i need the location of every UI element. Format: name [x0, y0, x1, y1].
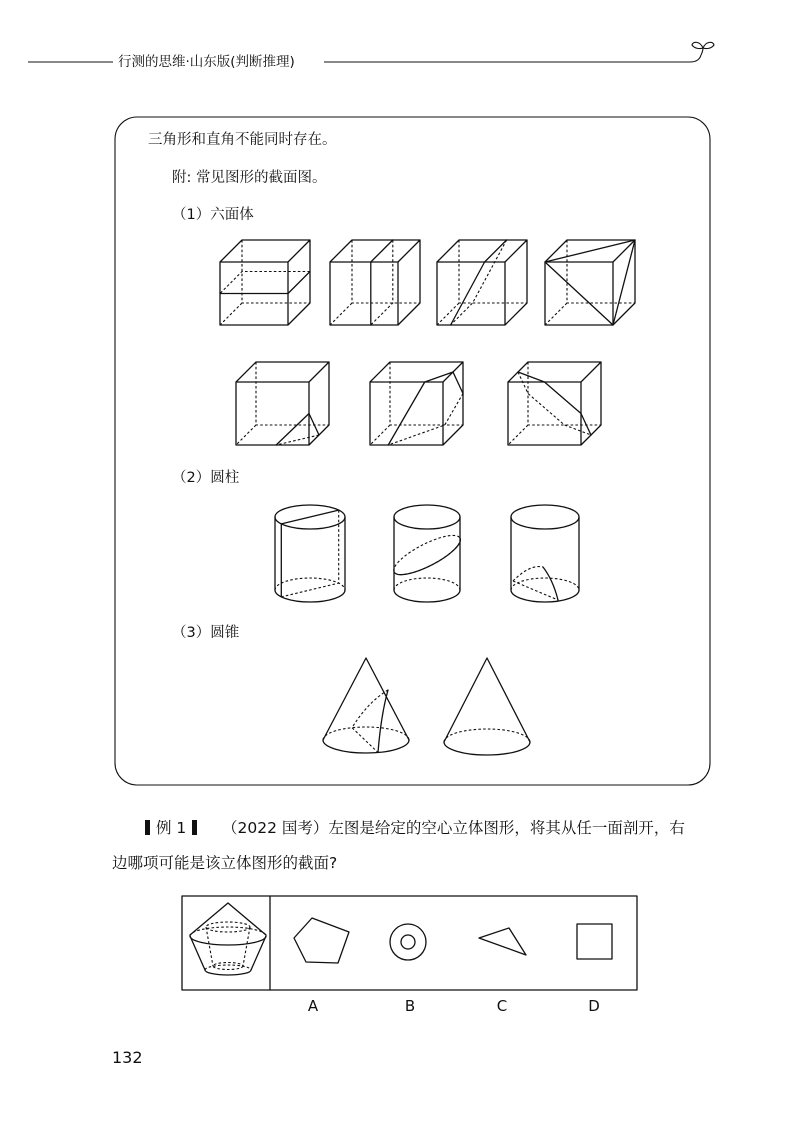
- cube-horizontal-section: [220, 240, 310, 325]
- header-rule-right: [324, 55, 701, 62]
- example-tag: [145, 818, 197, 838]
- inner-cavity-sides: [206, 927, 250, 966]
- cube-edges: [236, 362, 329, 445]
- cone-sides: [444, 658, 530, 742]
- example-figure: [182, 896, 637, 990]
- section-hidden: [451, 240, 507, 325]
- example-question-line-2: 边哪项可能是该立体图形的截面?: [112, 854, 338, 872]
- ring-outer: [390, 924, 426, 960]
- option-label-a: A: [307, 997, 319, 1015]
- option-label-d: D: [588, 997, 600, 1015]
- section-visible: [220, 272, 310, 294]
- example-tag-label: 例 1: [156, 819, 187, 837]
- cylinder-ellipse-section: [389, 505, 465, 602]
- option-d-square: [577, 924, 612, 959]
- cone-circle-section: [444, 658, 530, 755]
- cone-base-back: [444, 729, 530, 742]
- sprout-stem: [701, 48, 703, 55]
- sprout-leaf-left: [692, 42, 703, 48]
- section-hidden: [388, 394, 463, 446]
- cylinder-sides: [275, 517, 345, 590]
- cylinder-bottom-front: [511, 590, 579, 602]
- cube-hidden-edges: [236, 362, 329, 445]
- hollow-solid-figure: [190, 903, 266, 975]
- section-visible: [378, 690, 388, 753]
- example-tag-bar-right: [192, 820, 197, 835]
- section-visible: [394, 538, 460, 575]
- cube-edges: [370, 362, 463, 445]
- cylinder-partial-section: [511, 505, 579, 602]
- section-visible: [371, 240, 393, 325]
- section-visible: [388, 372, 463, 445]
- cone-base-back: [323, 727, 409, 740]
- cube-corner-triangle-section: [236, 362, 329, 445]
- cube-edges: [545, 240, 635, 325]
- section-hidden: [276, 435, 319, 445]
- cylinder-bottom-back: [394, 578, 460, 590]
- box-appendix-text: 附: 常见图形的截面图。: [172, 170, 327, 186]
- cube-hexagon-section: [508, 362, 601, 445]
- section-hidden: [513, 567, 543, 581]
- page-number: 132: [112, 1048, 143, 1067]
- section-label-hexahedron: （1）六面体: [172, 207, 254, 223]
- cube-hidden-edges: [370, 362, 463, 445]
- frustum-bottom-front: [205, 970, 251, 975]
- cylinder-bottom-front: [275, 590, 345, 602]
- cone-base-front: [444, 742, 530, 755]
- section-label-cylinder: （2）圆柱: [172, 470, 240, 486]
- ring-inner: [401, 935, 415, 949]
- section-visible: [451, 240, 507, 325]
- option-label-c: C: [496, 997, 508, 1015]
- box-intro-text: 三角形和直角不能同时存在。: [148, 132, 337, 148]
- cone-base-front: [323, 740, 409, 753]
- section-hidden: [220, 272, 310, 294]
- section-chord: [513, 581, 558, 600]
- cylinder-bottom-back: [511, 578, 579, 590]
- section-hidden: [389, 528, 465, 581]
- frustum-top-back: [190, 927, 266, 936]
- option-c-triangle: [479, 928, 526, 955]
- cylinder-top: [511, 505, 579, 529]
- cube-edges: [437, 240, 527, 325]
- cube-hidden-edges: [508, 362, 601, 445]
- top-cone-sides: [190, 903, 266, 935]
- cube-edges: [220, 240, 310, 325]
- section-hidden: [371, 240, 393, 325]
- cube-vertical-section: [330, 240, 420, 325]
- sprout-icon: [692, 42, 714, 55]
- cylinder-sides: [511, 517, 579, 590]
- cylinder-rectangle-section: [275, 505, 345, 602]
- section-visible: [276, 414, 319, 446]
- option-a-pentagon: [294, 918, 349, 963]
- sprout-leaf-right: [703, 42, 714, 48]
- option-b-ring: [390, 924, 426, 960]
- cube-edges: [330, 240, 420, 325]
- section-hidden: [352, 690, 388, 753]
- section-visible: [281, 510, 338, 597]
- section-hidden: [281, 510, 338, 597]
- example-question-line-1: （2022 国考）左图是给定的空心立体图形，将其从任一面剖开，右: [222, 819, 685, 837]
- section-label-cone: （3）圆锥: [172, 625, 240, 641]
- cylinder-top: [394, 505, 460, 529]
- cube-triangle-section: [545, 240, 635, 325]
- frustum-top-front: [190, 936, 266, 945]
- cube-pentagon-section: [370, 362, 463, 445]
- cylinder-bottom-front: [394, 590, 460, 602]
- running-header-title: 行测的思维·山东版(判断推理): [118, 54, 295, 70]
- cone-sides: [323, 658, 409, 740]
- cube-edges: [508, 362, 601, 445]
- option-label-b: B: [404, 997, 416, 1015]
- cone-parabola-section: [323, 658, 409, 753]
- cube-slanted-section: [437, 240, 527, 325]
